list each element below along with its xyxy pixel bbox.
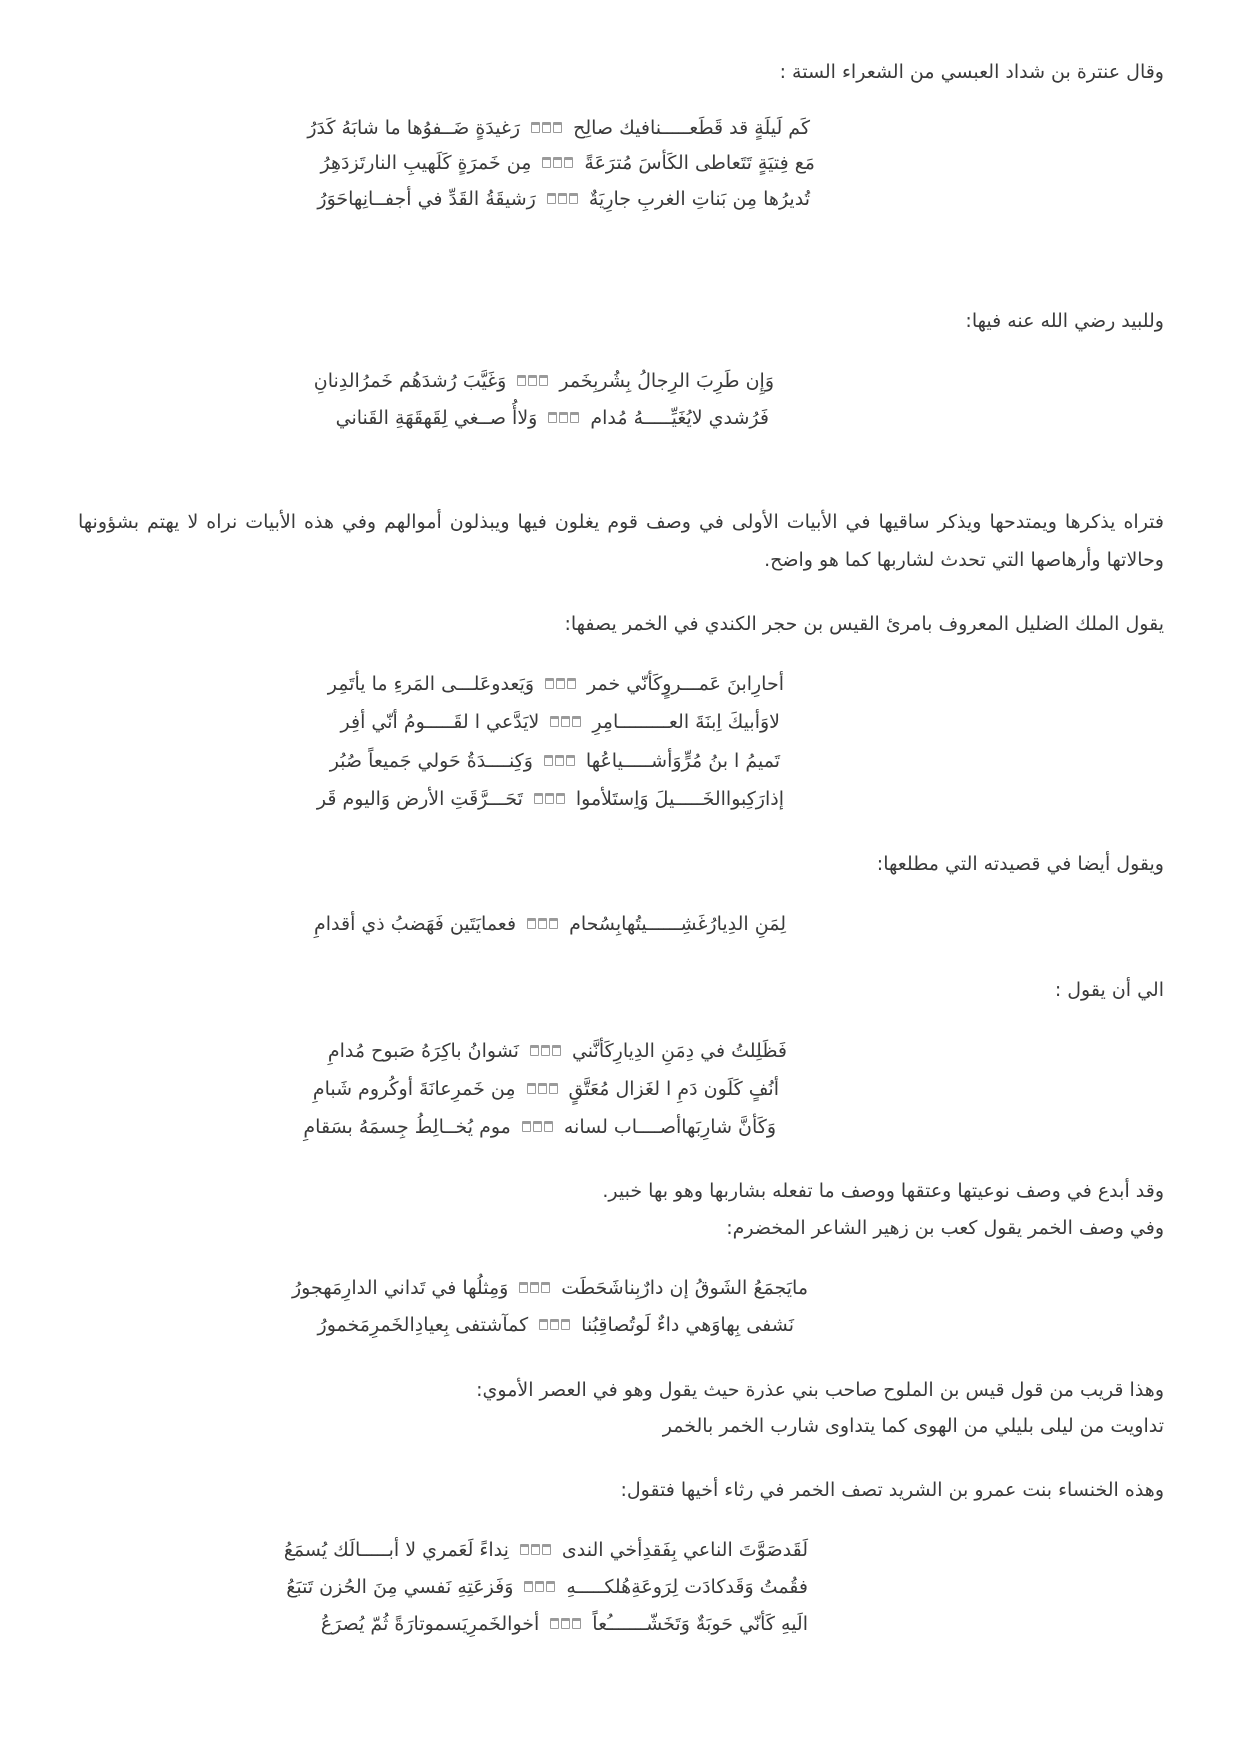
separator-icon xyxy=(529,1037,562,1065)
verse-khansa-1 xyxy=(284,1536,808,1564)
intro-antara: وقال عنترة بن شداد العبسي من الشعراء الستة : xyxy=(779,61,1164,83)
hemistich-first: أحارِابنَ عَمـــروٍكَأنّي خمر xyxy=(587,673,784,695)
separator-icon xyxy=(526,1075,559,1103)
separator-icon xyxy=(541,149,574,177)
separator-icon xyxy=(523,1573,556,1601)
hemistich-first: نَشفى بِهاوَهي داءٌ لَوتُصاقِبُنا xyxy=(581,1314,794,1336)
hemistich-first: تُديرُها مِن بَناتِ الغربِ جارِيَةٌ xyxy=(588,188,810,210)
hemistich-second: رَغيدَةٍ ضَــفوُها ما شابَهُ كَدَرُ xyxy=(307,117,521,139)
hemistich-first: فَرُشدي لايُغَيِّـــــهُ مُدام xyxy=(590,407,769,429)
hemistich-second: تَحَـــرَّقَتِ الأرض وَاليوم قَر xyxy=(316,788,523,810)
hemistich-second: وَغَيَّبَ رُشدَهُم خَمرُالدِنانِ xyxy=(313,370,507,392)
hemistich-second: مِن خَمرَةٍ كَلَهيبِ النارتَزدَهِرُ xyxy=(320,152,532,174)
hemistich-second: رَشيقَةُ القَدِّ في أجفــانِهاحَوَرُ xyxy=(317,188,536,210)
hemistich-second: وَمِثلُها في تَداني الدارِمَهجورُ xyxy=(291,1277,509,1299)
hemistich-first: لِمَنِ الدِيارُغَشِــــــيتُهابِسُحام xyxy=(569,913,786,935)
hemistich-second: وَفَزعَتِهِ نَفسي مِنَ الحُزن تَتبَعُ xyxy=(286,1576,514,1598)
verse-labid-1 xyxy=(314,367,774,395)
hemistich-first: الَيهِ كَأنّي حَوبَةٌ وَتَخَشّـــــــُعاً xyxy=(592,1613,808,1635)
verse-imru3-2 xyxy=(313,1075,779,1103)
verse-antara-3 xyxy=(317,185,810,213)
commentary-labid: فتراه يذكرها ويمتدحها ويذكر ساقيها في الأبيات الأولى في وصف قوم يغلون فيها ويبذلون أموالهم وفي هذه الأبيات نراه لا يهتم بشؤونها وحالاتها وأرهاصها التي تحدث لشاربها كما هو واضح. xyxy=(78,511,1164,571)
verse-imru-3 xyxy=(330,747,780,775)
verse-imru3-3 xyxy=(303,1113,776,1141)
separator-icon xyxy=(538,1311,571,1339)
hemistich-first: إذارَكِبواالخَـــــيلَ وَاِستَلأموا xyxy=(575,788,784,810)
separator-icon xyxy=(544,670,577,698)
hemistich-first: وَإِن طَرِبَ الرِجالُ بِشُربِخَمر xyxy=(559,370,774,392)
verse-khansa-2 xyxy=(286,1573,808,1601)
intro-labid: وللبيد رضي الله عنه فيها: xyxy=(965,310,1164,332)
hemistich-second: نَشوانُ باكِرَهُ صَبوح مُدامِ xyxy=(327,1040,519,1062)
hemistich-second: أخوالخَمرِيَسموتارَةً ثُمّ يُصرَعُ xyxy=(320,1613,540,1635)
intro-imru-alqays: يقول الملك الضليل المعروف بامرئ القيس بن حجر الكندي في الخمر يصفها: xyxy=(564,613,1164,635)
intro-until: الي أن يقول : xyxy=(1054,979,1164,1001)
intro-imru-second: ويقول أيضا في قصيدته التي مطلعها: xyxy=(876,853,1164,875)
hemistich-first: أنُفٍ كَلَون دَمِ ا لغَزال مُعَتَّقٍ xyxy=(568,1078,779,1100)
hemistich-first: مايَجمَعُ الشَوقُ إن دارٌبِناشَحَطَت xyxy=(561,1277,808,1299)
verse-imru-1 xyxy=(328,670,784,698)
hemistich-second: كمآشتفى بِعيادِالخَمرِمَخمورُ xyxy=(317,1314,529,1336)
hemistich-first: تَميمُ ا بنُ مُرٍّوَأشـــــياعُها xyxy=(585,750,780,772)
verse-labid-2 xyxy=(336,404,769,432)
hemistich-second: لايَدَّعي ا لقَـــــومُ أنّي أفِر xyxy=(340,711,540,733)
intro-kaab: وفي وصف الخمر يقول كعب بن زهير الشاعر المخضرم: xyxy=(726,1217,1164,1239)
separator-icon xyxy=(521,1113,554,1141)
hemistich-first: لَقَدصَوَّتَ الناعي بِفَقدِأخي الندى xyxy=(561,1539,808,1561)
verse-antara-1 xyxy=(307,114,810,142)
verse-imru-2 xyxy=(341,708,780,736)
separator-icon xyxy=(530,114,563,142)
hemistich-second: فعمايَتَين فَهَضبُ ذي أقدامِ xyxy=(314,913,517,935)
intro-qays: وهذا قريب من قول قيس بن الملوح صاحب بني عذرة حيث يقول وهو في العصر الأموي: xyxy=(476,1379,1164,1401)
verse-imru-opening xyxy=(314,910,786,938)
verse-antara-2 xyxy=(320,149,815,177)
separator-icon xyxy=(543,747,576,775)
commentary-imru: وقد أبدع في وصف نوعيتها وعتقها ووصف ما تفعله بشاربها وهو بها خبير. xyxy=(602,1180,1164,1202)
hemistich-second: مِن خَمرِعانَةَ أوكُروم شَبامِ xyxy=(312,1078,516,1100)
hemistich-second: نِداءً لَعَمري لا أبـــــالَك يُسمَعُ xyxy=(283,1539,509,1561)
hemistich-second: وَكِنــــدَةُ حَولي جَميعاً صُبُر xyxy=(329,750,533,772)
intro-khansa: وهذه الخنساء بنت عمرو بن الشريد تصف الخمر في رثاء أخيها فتقول: xyxy=(620,1479,1164,1501)
verse-khansa-3 xyxy=(321,1610,808,1638)
verse-kaab-2 xyxy=(318,1311,794,1339)
verse-qays: تداويت من ليلى بليلي من الهوى كما يتداوى شارب الخمر بالخمر xyxy=(662,1415,1164,1437)
separator-icon xyxy=(547,404,580,432)
separator-icon xyxy=(533,785,566,813)
separator-icon xyxy=(518,1274,551,1302)
separator-icon xyxy=(546,185,579,213)
separator-icon xyxy=(549,708,582,736)
hemistich-first: كَم لَيلَةٍ قد قَطَعـــــنافيك صالِح xyxy=(573,117,810,139)
hemistich-first: فقُمتُ وَقَدكادَت لِرَوعَةِهُلكـــــهِ xyxy=(566,1576,808,1598)
hemistich-second: وَلاأُ صــغي لِقَهقَهَةِ القَناني xyxy=(335,407,538,429)
hemistich-second: وَيَعدوعَلـــى المَرءِ ما يأتَمِر xyxy=(327,673,535,695)
hemistich-second: موم يُخــالِطُ جِسمَهُ بسَقامِ xyxy=(303,1116,511,1138)
verse-kaab-1 xyxy=(292,1274,808,1302)
hemistich-first: وَكَأنَّ شارِبَهاأصــــاب لسانه xyxy=(563,1116,776,1138)
hemistich-first: مَع فِتيَةٍ تَتَعاطى الكَأسَ مُترَعَةً xyxy=(584,152,815,174)
verse-imru-4 xyxy=(317,785,784,813)
separator-icon xyxy=(516,367,549,395)
separator-icon xyxy=(549,1610,582,1638)
verse-imru3-1 xyxy=(328,1037,787,1065)
separator-icon xyxy=(526,910,559,938)
hemistich-first: فَظَلِلتُ في دِمَنِ الدِيارِكَأنَّني xyxy=(571,1040,787,1062)
hemistich-first: لاوَأبيكَ اِبنَةَ العـــــــــامِرِ xyxy=(592,711,780,733)
separator-icon xyxy=(519,1536,552,1564)
